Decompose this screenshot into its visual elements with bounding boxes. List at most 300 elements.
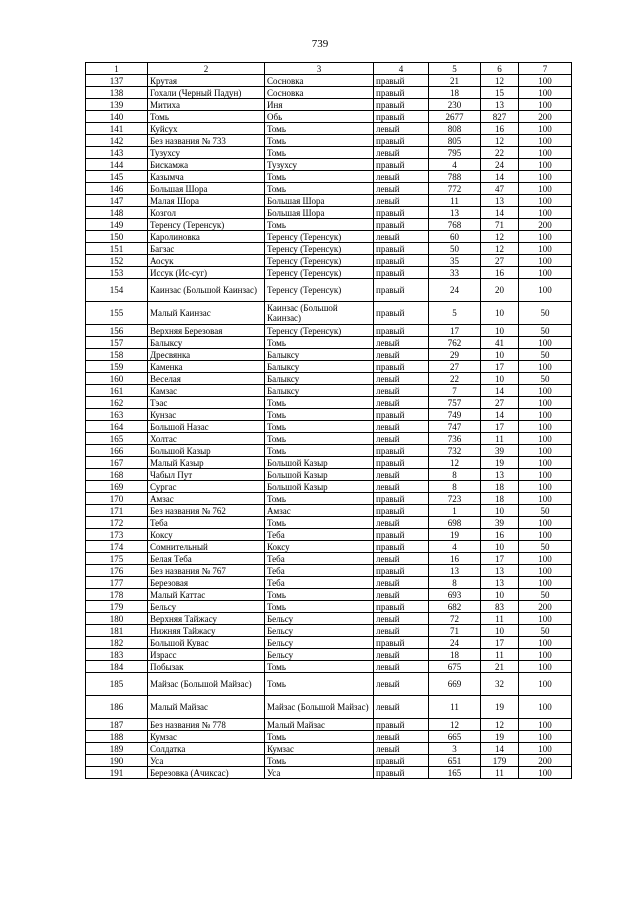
row-number-cell: 160 bbox=[86, 373, 148, 385]
table-row bbox=[86, 529, 572, 541]
table-row bbox=[86, 577, 572, 589]
flows-into-cell: Томь bbox=[265, 409, 374, 421]
table-row bbox=[86, 541, 572, 553]
flows-into-cell: Томь bbox=[265, 433, 374, 445]
river-name-cell: Камзас bbox=[148, 385, 265, 397]
bank-side-cell: левый bbox=[374, 625, 429, 637]
row-number-cell: 167 bbox=[86, 457, 148, 469]
flows-into-cell: Томь bbox=[265, 517, 374, 529]
water-protection-zone-cell: 100 bbox=[519, 673, 572, 696]
river-name-cell: Малая Шора bbox=[148, 195, 265, 207]
row-number-cell: 147 bbox=[86, 195, 148, 207]
row-number-cell: 189 bbox=[86, 743, 148, 755]
distance-from-mouth-cell: 2677 bbox=[429, 111, 481, 123]
river-name-cell: Амзас bbox=[148, 493, 265, 505]
flows-into-cell: Бельсу bbox=[265, 625, 374, 637]
column-header: 3 bbox=[265, 63, 374, 75]
length-cell: 13 bbox=[481, 565, 519, 577]
river-name-cell: Без названия № 762 bbox=[148, 505, 265, 517]
bank-side-cell: левый bbox=[374, 433, 429, 445]
flows-into-cell: Томь bbox=[265, 147, 374, 159]
table-row bbox=[86, 755, 572, 767]
flows-into-cell: Большой Казыр bbox=[265, 469, 374, 481]
bank-side-cell: правый bbox=[374, 541, 429, 553]
distance-from-mouth-cell: 21 bbox=[429, 75, 481, 87]
water-protection-zone-cell: 50 bbox=[519, 349, 572, 361]
row-number-cell: 180 bbox=[86, 613, 148, 625]
river-name-cell: Гохали (Черный Падун) bbox=[148, 87, 265, 99]
water-protection-zone-cell: 100 bbox=[519, 255, 572, 267]
bank-side-cell: правый bbox=[374, 457, 429, 469]
distance-from-mouth-cell: 788 bbox=[429, 171, 481, 183]
flows-into-cell: Томь bbox=[265, 337, 374, 349]
distance-from-mouth-cell: 60 bbox=[429, 231, 481, 243]
distance-from-mouth-cell: 772 bbox=[429, 183, 481, 195]
distance-from-mouth-cell: 675 bbox=[429, 661, 481, 673]
water-protection-zone-cell: 100 bbox=[519, 743, 572, 755]
flows-into-cell: Томь bbox=[265, 731, 374, 743]
flows-into-cell: Теба bbox=[265, 565, 374, 577]
distance-from-mouth-cell: 11 bbox=[429, 195, 481, 207]
length-cell: 27 bbox=[481, 255, 519, 267]
length-cell: 24 bbox=[481, 159, 519, 171]
bank-side-cell: правый bbox=[374, 529, 429, 541]
flows-into-cell: Томь bbox=[265, 421, 374, 433]
length-cell: 13 bbox=[481, 577, 519, 589]
table-row bbox=[86, 661, 572, 673]
bank-side-cell: левый bbox=[374, 577, 429, 589]
distance-from-mouth-cell: 29 bbox=[429, 349, 481, 361]
river-name-cell: Уса bbox=[148, 755, 265, 767]
table-row bbox=[86, 719, 572, 731]
bank-side-cell: правый bbox=[374, 719, 429, 731]
water-protection-zone-cell: 100 bbox=[519, 361, 572, 373]
bank-side-cell: левый bbox=[374, 673, 429, 696]
river-name-cell: Митиха bbox=[148, 99, 265, 111]
water-protection-zone-cell: 100 bbox=[519, 649, 572, 661]
table-row bbox=[86, 385, 572, 397]
flows-into-cell: Теба bbox=[265, 553, 374, 565]
water-protection-zone-cell: 100 bbox=[519, 481, 572, 493]
river-name-cell: Теба bbox=[148, 517, 265, 529]
distance-from-mouth-cell: 8 bbox=[429, 469, 481, 481]
distance-from-mouth-cell: 651 bbox=[429, 755, 481, 767]
flows-into-cell: Большой Казыр bbox=[265, 457, 374, 469]
table-row bbox=[86, 135, 572, 147]
distance-from-mouth-cell: 19 bbox=[429, 529, 481, 541]
bank-side-cell: правый bbox=[374, 279, 429, 302]
row-number-cell: 164 bbox=[86, 421, 148, 433]
distance-from-mouth-cell: 7 bbox=[429, 385, 481, 397]
distance-from-mouth-cell: 12 bbox=[429, 719, 481, 731]
flows-into-cell: Томь bbox=[265, 183, 374, 195]
table-row bbox=[86, 613, 572, 625]
table-row bbox=[86, 325, 572, 337]
table-row bbox=[86, 553, 572, 565]
table-row bbox=[86, 517, 572, 529]
river-name-cell: Малый Каттас bbox=[148, 589, 265, 601]
water-protection-zone-cell: 100 bbox=[519, 123, 572, 135]
row-number-cell: 169 bbox=[86, 481, 148, 493]
flows-into-cell: Теренсу (Теренсук) bbox=[265, 243, 374, 255]
bank-side-cell: левый bbox=[374, 649, 429, 661]
length-cell: 13 bbox=[481, 469, 519, 481]
length-cell: 16 bbox=[481, 123, 519, 135]
river-name-cell: Бискамжа bbox=[148, 159, 265, 171]
length-cell: 12 bbox=[481, 243, 519, 255]
river-name-cell: Большой Назас bbox=[148, 421, 265, 433]
row-number-cell: 177 bbox=[86, 577, 148, 589]
row-number-cell: 143 bbox=[86, 147, 148, 159]
bank-side-cell: левый bbox=[374, 195, 429, 207]
length-cell: 22 bbox=[481, 147, 519, 159]
row-number-cell: 161 bbox=[86, 385, 148, 397]
river-name-cell: Верхняя Березовая bbox=[148, 325, 265, 337]
water-protection-zone-cell: 100 bbox=[519, 159, 572, 171]
flows-into-cell: Томь bbox=[265, 219, 374, 231]
row-number-cell: 137 bbox=[86, 75, 148, 87]
row-number-cell: 185 bbox=[86, 673, 148, 696]
table-body bbox=[86, 75, 572, 779]
bank-side-cell: левый bbox=[374, 696, 429, 719]
distance-from-mouth-cell: 165 bbox=[429, 767, 481, 779]
distance-from-mouth-cell: 17 bbox=[429, 325, 481, 337]
length-cell: 39 bbox=[481, 517, 519, 529]
column-header: 5 bbox=[429, 63, 481, 75]
flows-into-cell: Сосновка bbox=[265, 87, 374, 99]
distance-from-mouth-cell: 682 bbox=[429, 601, 481, 613]
bank-side-cell: левый bbox=[374, 421, 429, 433]
row-number-cell: 166 bbox=[86, 445, 148, 457]
table-row bbox=[86, 219, 572, 231]
row-number-cell: 142 bbox=[86, 135, 148, 147]
length-cell: 27 bbox=[481, 397, 519, 409]
flows-into-cell: Томь bbox=[265, 661, 374, 673]
row-number-cell: 172 bbox=[86, 517, 148, 529]
row-number-cell: 154 bbox=[86, 279, 148, 302]
table-row bbox=[86, 743, 572, 755]
water-protection-zone-cell: 100 bbox=[519, 493, 572, 505]
bank-side-cell: правый bbox=[374, 75, 429, 87]
length-cell: 14 bbox=[481, 207, 519, 219]
header-row bbox=[86, 63, 572, 75]
water-protection-zone-cell: 100 bbox=[519, 731, 572, 743]
length-cell: 14 bbox=[481, 409, 519, 421]
length-cell: 11 bbox=[481, 613, 519, 625]
bank-side-cell: левый bbox=[374, 349, 429, 361]
flows-into-cell: Теренсу (Теренсук) bbox=[265, 255, 374, 267]
row-number-cell: 159 bbox=[86, 361, 148, 373]
bank-side-cell: левый bbox=[374, 147, 429, 159]
bank-side-cell: левый bbox=[374, 589, 429, 601]
length-cell: 14 bbox=[481, 171, 519, 183]
distance-from-mouth-cell: 8 bbox=[429, 481, 481, 493]
river-name-cell: Багзас bbox=[148, 243, 265, 255]
bank-side-cell: правый bbox=[374, 255, 429, 267]
water-protection-zone-cell: 50 bbox=[519, 505, 572, 517]
river-name-cell: Израсс bbox=[148, 649, 265, 661]
table-row bbox=[86, 75, 572, 87]
length-cell: 16 bbox=[481, 267, 519, 279]
water-protection-zone-cell: 100 bbox=[519, 279, 572, 302]
flows-into-cell: Коксу bbox=[265, 541, 374, 553]
bank-side-cell: правый bbox=[374, 219, 429, 231]
table-row bbox=[86, 565, 572, 577]
length-cell: 12 bbox=[481, 719, 519, 731]
bank-side-cell: левый bbox=[374, 385, 429, 397]
column-header: 7 bbox=[519, 63, 572, 75]
water-protection-zone-cell: 50 bbox=[519, 373, 572, 385]
table-row bbox=[86, 649, 572, 661]
bank-side-cell: левый bbox=[374, 337, 429, 349]
water-protection-zone-cell: 100 bbox=[519, 661, 572, 673]
river-name-cell: Сомнительный bbox=[148, 541, 265, 553]
column-header: 6 bbox=[481, 63, 519, 75]
river-name-cell: Балыксу bbox=[148, 337, 265, 349]
bank-side-cell: левый bbox=[374, 743, 429, 755]
flows-into-cell: Томь bbox=[265, 493, 374, 505]
flows-into-cell: Томь bbox=[265, 123, 374, 135]
river-name-cell: Тузухсу bbox=[148, 147, 265, 159]
distance-from-mouth-cell: 805 bbox=[429, 135, 481, 147]
row-number-cell: 171 bbox=[86, 505, 148, 517]
flows-into-cell: Томь bbox=[265, 601, 374, 613]
table-row bbox=[86, 267, 572, 279]
flows-into-cell: Теренсу (Теренсук) bbox=[265, 325, 374, 337]
length-cell: 10 bbox=[481, 589, 519, 601]
water-protection-zone-cell: 50 bbox=[519, 541, 572, 553]
row-number-cell: 148 bbox=[86, 207, 148, 219]
flows-into-cell: Иня bbox=[265, 99, 374, 111]
length-cell: 41 bbox=[481, 337, 519, 349]
bank-side-cell: левый bbox=[374, 517, 429, 529]
water-protection-zone-cell: 100 bbox=[519, 517, 572, 529]
length-cell: 179 bbox=[481, 755, 519, 767]
flows-into-cell: Теренсу (Теренсук) bbox=[265, 279, 374, 302]
length-cell: 20 bbox=[481, 279, 519, 302]
flows-into-cell: Малый Майзас bbox=[265, 719, 374, 731]
row-number-cell: 157 bbox=[86, 337, 148, 349]
river-name-cell: Солдатка bbox=[148, 743, 265, 755]
distance-from-mouth-cell: 33 bbox=[429, 267, 481, 279]
water-protection-zone-cell: 100 bbox=[519, 195, 572, 207]
length-cell: 10 bbox=[481, 625, 519, 637]
flows-into-cell: Амзас bbox=[265, 505, 374, 517]
table-row bbox=[86, 601, 572, 613]
table-row bbox=[86, 243, 572, 255]
length-cell: 14 bbox=[481, 385, 519, 397]
table-row bbox=[86, 87, 572, 99]
distance-from-mouth-cell: 747 bbox=[429, 421, 481, 433]
water-protection-zone-cell: 100 bbox=[519, 613, 572, 625]
length-cell: 11 bbox=[481, 433, 519, 445]
river-name-cell: Теренсу (Теренсук) bbox=[148, 219, 265, 231]
river-name-cell: Без названия № 733 bbox=[148, 135, 265, 147]
bank-side-cell: левый bbox=[374, 231, 429, 243]
water-protection-zone-cell: 100 bbox=[519, 147, 572, 159]
length-cell: 11 bbox=[481, 767, 519, 779]
table-row bbox=[86, 361, 572, 373]
row-number-cell: 190 bbox=[86, 755, 148, 767]
distance-from-mouth-cell: 698 bbox=[429, 517, 481, 529]
bank-side-cell: левый bbox=[374, 731, 429, 743]
bank-side-cell: правый bbox=[374, 493, 429, 505]
water-protection-zone-cell: 100 bbox=[519, 577, 572, 589]
bank-side-cell: правый bbox=[374, 409, 429, 421]
river-name-cell: Березовая bbox=[148, 577, 265, 589]
row-number-cell: 179 bbox=[86, 601, 148, 613]
flows-into-cell: Бельсу bbox=[265, 649, 374, 661]
water-protection-zone-cell: 100 bbox=[519, 409, 572, 421]
bank-side-cell: левый bbox=[374, 123, 429, 135]
distance-from-mouth-cell: 22 bbox=[429, 373, 481, 385]
bank-side-cell: правый bbox=[374, 755, 429, 767]
distance-from-mouth-cell: 757 bbox=[429, 397, 481, 409]
row-number-cell: 155 bbox=[86, 302, 148, 325]
water-protection-zone-cell: 100 bbox=[519, 99, 572, 111]
length-cell: 10 bbox=[481, 505, 519, 517]
distance-from-mouth-cell: 35 bbox=[429, 255, 481, 267]
flows-into-cell: Большая Шора bbox=[265, 207, 374, 219]
length-cell: 39 bbox=[481, 445, 519, 457]
water-protection-zone-cell: 100 bbox=[519, 87, 572, 99]
bank-side-cell: левый bbox=[374, 183, 429, 195]
river-name-cell: Большой Казыр bbox=[148, 445, 265, 457]
water-protection-zone-cell: 200 bbox=[519, 601, 572, 613]
table-row bbox=[86, 505, 572, 517]
data-table bbox=[85, 62, 572, 779]
distance-from-mouth-cell: 16 bbox=[429, 553, 481, 565]
length-cell: 13 bbox=[481, 99, 519, 111]
water-protection-zone-cell: 50 bbox=[519, 589, 572, 601]
river-name-cell: Каролиновка bbox=[148, 231, 265, 243]
river-name-cell: Козгол bbox=[148, 207, 265, 219]
table-row bbox=[86, 349, 572, 361]
river-name-cell: Большая Шора bbox=[148, 183, 265, 195]
distance-from-mouth-cell: 5 bbox=[429, 302, 481, 325]
length-cell: 17 bbox=[481, 421, 519, 433]
table-row bbox=[86, 373, 572, 385]
row-number-cell: 156 bbox=[86, 325, 148, 337]
distance-from-mouth-cell: 4 bbox=[429, 159, 481, 171]
row-number-cell: 178 bbox=[86, 589, 148, 601]
distance-from-mouth-cell: 693 bbox=[429, 589, 481, 601]
bank-side-cell: правый bbox=[374, 505, 429, 517]
bank-side-cell: правый bbox=[374, 601, 429, 613]
water-protection-zone-cell: 200 bbox=[519, 755, 572, 767]
distance-from-mouth-cell: 768 bbox=[429, 219, 481, 231]
table-row bbox=[86, 183, 572, 195]
river-name-cell: Малый Казыр bbox=[148, 457, 265, 469]
length-cell: 10 bbox=[481, 302, 519, 325]
distance-from-mouth-cell: 12 bbox=[429, 457, 481, 469]
row-number-cell: 187 bbox=[86, 719, 148, 731]
row-number-cell: 158 bbox=[86, 349, 148, 361]
row-number-cell: 182 bbox=[86, 637, 148, 649]
water-protection-zone-cell: 100 bbox=[519, 183, 572, 195]
table-row bbox=[86, 589, 572, 601]
row-number-cell: 170 bbox=[86, 493, 148, 505]
length-cell: 18 bbox=[481, 481, 519, 493]
row-number-cell: 149 bbox=[86, 219, 148, 231]
table-row bbox=[86, 457, 572, 469]
row-number-cell: 152 bbox=[86, 255, 148, 267]
river-name-cell: Крутая bbox=[148, 75, 265, 87]
flows-into-cell: Томь bbox=[265, 673, 374, 696]
length-cell: 12 bbox=[481, 75, 519, 87]
length-cell: 18 bbox=[481, 493, 519, 505]
table-row bbox=[86, 767, 572, 779]
table-row bbox=[86, 99, 572, 111]
flows-into-cell: Томь bbox=[265, 445, 374, 457]
row-number-cell: 146 bbox=[86, 183, 148, 195]
distance-from-mouth-cell: 13 bbox=[429, 565, 481, 577]
length-cell: 17 bbox=[481, 361, 519, 373]
row-number-cell: 139 bbox=[86, 99, 148, 111]
row-number-cell: 188 bbox=[86, 731, 148, 743]
table-row bbox=[86, 696, 572, 719]
distance-from-mouth-cell: 732 bbox=[429, 445, 481, 457]
bank-side-cell: левый bbox=[374, 171, 429, 183]
water-protection-zone-cell: 100 bbox=[519, 243, 572, 255]
water-protection-zone-cell: 100 bbox=[519, 637, 572, 649]
river-name-cell: Каинзас (Большой Каинзас) bbox=[148, 279, 265, 302]
row-number-cell: 186 bbox=[86, 696, 148, 719]
row-number-cell: 184 bbox=[86, 661, 148, 673]
table-row bbox=[86, 625, 572, 637]
river-name-cell: Большой Кувас bbox=[148, 637, 265, 649]
row-number-cell: 145 bbox=[86, 171, 148, 183]
table-row bbox=[86, 637, 572, 649]
length-cell: 10 bbox=[481, 373, 519, 385]
table-row bbox=[86, 279, 572, 302]
flows-into-cell: Балыксу bbox=[265, 349, 374, 361]
bank-side-cell: левый bbox=[374, 553, 429, 565]
water-protection-zone-cell: 100 bbox=[519, 553, 572, 565]
length-cell: 71 bbox=[481, 219, 519, 231]
distance-from-mouth-cell: 18 bbox=[429, 87, 481, 99]
flows-into-cell: Томь bbox=[265, 171, 374, 183]
flows-into-cell: Сосновка bbox=[265, 75, 374, 87]
flows-into-cell: Большой Казыр bbox=[265, 481, 374, 493]
table-row bbox=[86, 123, 572, 135]
row-number-cell: 175 bbox=[86, 553, 148, 565]
river-name-cell: Сургас bbox=[148, 481, 265, 493]
bank-side-cell: правый bbox=[374, 87, 429, 99]
table-row bbox=[86, 195, 572, 207]
table-row bbox=[86, 433, 572, 445]
length-cell: 19 bbox=[481, 696, 519, 719]
row-number-cell: 162 bbox=[86, 397, 148, 409]
distance-from-mouth-cell: 8 bbox=[429, 577, 481, 589]
row-number-cell: 165 bbox=[86, 433, 148, 445]
distance-from-mouth-cell: 723 bbox=[429, 493, 481, 505]
row-number-cell: 151 bbox=[86, 243, 148, 255]
table-row bbox=[86, 673, 572, 696]
bank-side-cell: правый bbox=[374, 135, 429, 147]
row-number-cell: 153 bbox=[86, 267, 148, 279]
length-cell: 12 bbox=[481, 135, 519, 147]
distance-from-mouth-cell: 736 bbox=[429, 433, 481, 445]
distance-from-mouth-cell: 13 bbox=[429, 207, 481, 219]
length-cell: 32 bbox=[481, 673, 519, 696]
distance-from-mouth-cell: 11 bbox=[429, 696, 481, 719]
row-number-cell: 163 bbox=[86, 409, 148, 421]
river-name-cell: Кунзас bbox=[148, 409, 265, 421]
water-protection-zone-cell: 50 bbox=[519, 325, 572, 337]
page-number: 739 bbox=[311, 38, 329, 50]
length-cell: 21 bbox=[481, 661, 519, 673]
